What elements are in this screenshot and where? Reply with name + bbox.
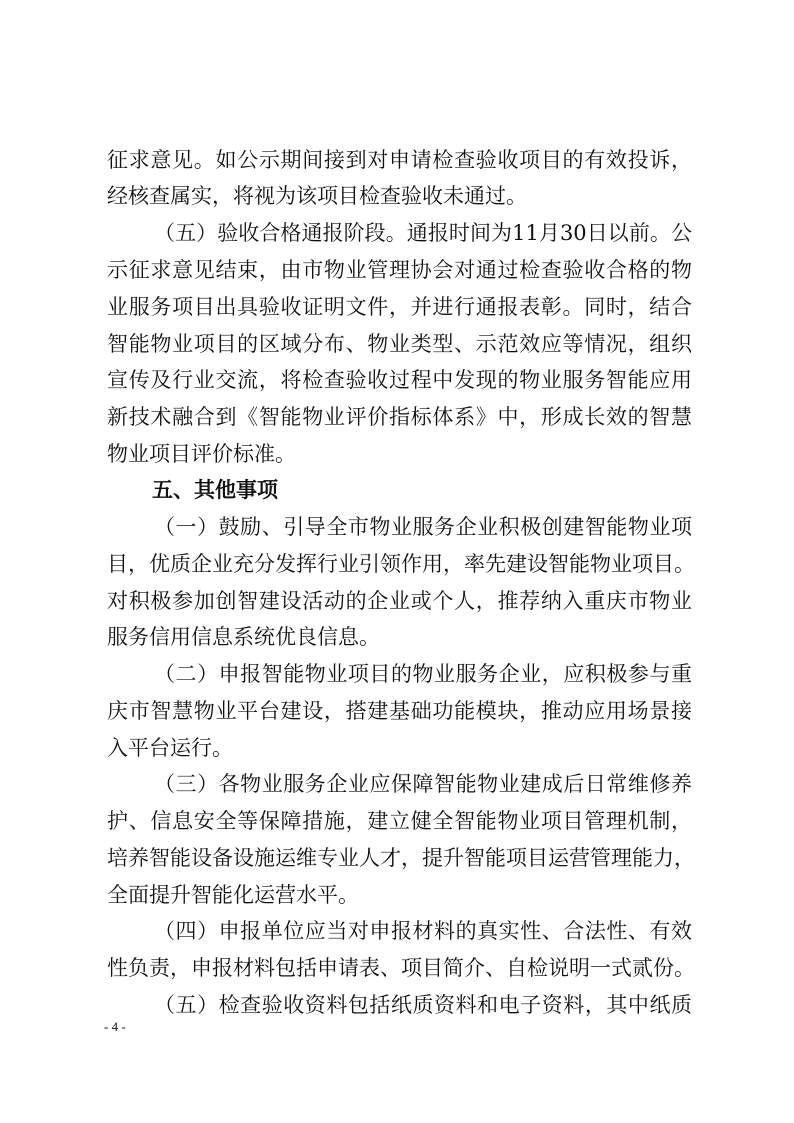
text-line: 征求意见。如公示期间接到对申请检查验收项目的有效投诉， xyxy=(107,148,692,172)
paragraph-start-line: （五）验收合格通报阶段。通报时间为11月30日以前。公 xyxy=(154,221,692,245)
paragraph-start-line: （五）检查验收资料包括纸质资料和电子资料，其中纸质 xyxy=(154,993,692,1017)
paragraph-start-line: （一）鼓励、引导全市物业服务企业积极创建智能物业项 xyxy=(154,515,692,539)
section-heading: 五、其他事项 xyxy=(152,478,278,502)
text-line: 对积极参加创智建设活动的企业或个人，推荐纳入重庆市物业 xyxy=(107,589,692,613)
text-line: 目，优质企业充分发挥行业引领作用，率先建设智能物业项目。 xyxy=(107,552,695,576)
paragraph-start-line: （四）申报单位应当对申报材料的真实性、合法性、有效 xyxy=(154,919,692,943)
paragraph-start-line: （三）各物业服务企业应保障智能物业建成后日常维修养 xyxy=(154,772,692,796)
text-line: 全面提升智能化运营水平。 xyxy=(107,883,359,907)
text-line: 智能物业项目的区域分布、物业类型、示范效应等情况，组织 xyxy=(107,332,692,356)
page-number: - 4 - xyxy=(104,1019,126,1034)
text-line: 性负责，申报材料包括申请表、项目简介、自检说明一式贰份。 xyxy=(107,956,695,980)
text-line: 培养智能设备设施运维专业人才，提升智能项目运营管理能力， xyxy=(107,846,695,870)
text-line: 新技术融合到《智能物业评价指标体系》中，形成长效的智慧 xyxy=(107,405,692,429)
text-line: 入平台运行。 xyxy=(107,736,233,760)
text-line: 物业项目评价标准。 xyxy=(107,442,296,466)
text-line: 服务信用信息系统优良信息。 xyxy=(107,625,380,649)
text-line: 护、信息安全等保障措施，建立健全智能物业项目管理机制， xyxy=(107,809,692,833)
paragraph-start-line: （二）申报智能物业项目的物业服务企业，应积极参与重 xyxy=(154,662,692,686)
text-line: 业服务项目出具验收证明文件，并进行通报表彰。同时，结合 xyxy=(107,295,692,319)
text-line: 庆市智慧物业平台建设，搭建基础功能模块，推动应用场景接 xyxy=(107,699,692,723)
text-line: 宣传及行业交流，将检查验收过程中发现的物业服务智能应用 xyxy=(107,368,692,392)
text-line: 经核查属实，将视为该项目检查验收未通过。 xyxy=(107,184,527,208)
text-line: 示征求意见结束，由市物业管理协会对通过检查验收合格的物 xyxy=(107,258,692,282)
